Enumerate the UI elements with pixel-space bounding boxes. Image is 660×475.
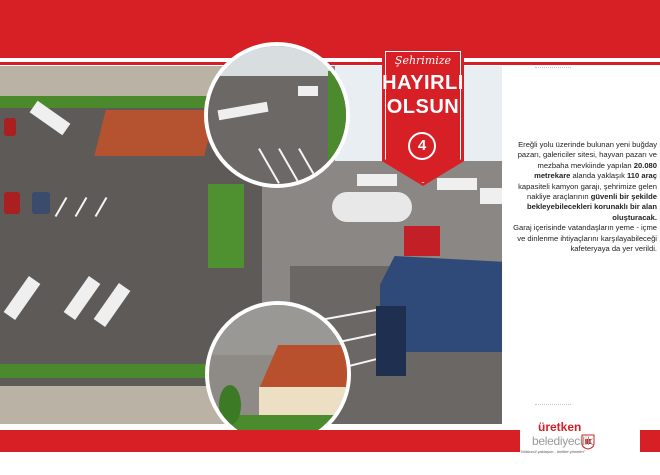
article-text xyxy=(505,140,657,254)
bottom-banner xyxy=(0,430,520,452)
logo-tagline: "bütüncül yaklaşım - birlikte yönetim" xyxy=(520,449,586,454)
anniversary-seal-icon: 4 xyxy=(408,132,436,160)
dotted-divider xyxy=(535,67,571,68)
inset-photo-aerial xyxy=(204,42,350,188)
logo-word-belediyecilik: belediyecilik xyxy=(532,434,593,448)
article-highlight: güvenli bir şekilde bekleyebilecekleri korunaklı bir alan oluşturacak. xyxy=(526,192,657,222)
badge-title-line2: OLSUN xyxy=(386,96,460,118)
car xyxy=(4,118,16,136)
bottom-banner-end xyxy=(640,430,660,452)
tanker-truck xyxy=(332,192,412,222)
article-capacity: 110 araç xyxy=(627,171,657,181)
article-p2: Garaj içerisinde vatandaşların yeme - içme ve dinlenme ihtiyaçlarını karşılayabileceği kafeteryaya da yer verildi. xyxy=(513,223,657,254)
red-truck xyxy=(404,226,440,256)
truck xyxy=(480,188,502,204)
logo-word-uretken: üretken xyxy=(538,420,582,434)
hedge xyxy=(208,184,244,268)
blue-truck-cab xyxy=(376,306,406,376)
truck xyxy=(357,174,397,186)
car xyxy=(4,192,20,214)
badge-title-line1: HAYIRLI xyxy=(382,72,464,94)
truck xyxy=(437,178,477,190)
building-roof xyxy=(94,110,215,156)
car xyxy=(32,192,50,214)
article-area: 20.080 metrekare xyxy=(534,160,657,181)
article-p1-c: alanda yaklaşık xyxy=(572,171,625,181)
badge-script-text: Şehrimize xyxy=(394,54,452,67)
dotted-divider xyxy=(535,404,571,405)
article-p1-a: Ereğli yolu üzerinde bulunan yeni buğday pazarı, galericiler sitesi, hayvan pazarı ve mezbaha mevkiinde yapılan xyxy=(517,140,657,170)
article-p1-e: kapasiteli kamyon garajı, şehrimize gelen nakliye araçlarının xyxy=(518,181,657,202)
inset-photo-cafe xyxy=(205,301,351,447)
